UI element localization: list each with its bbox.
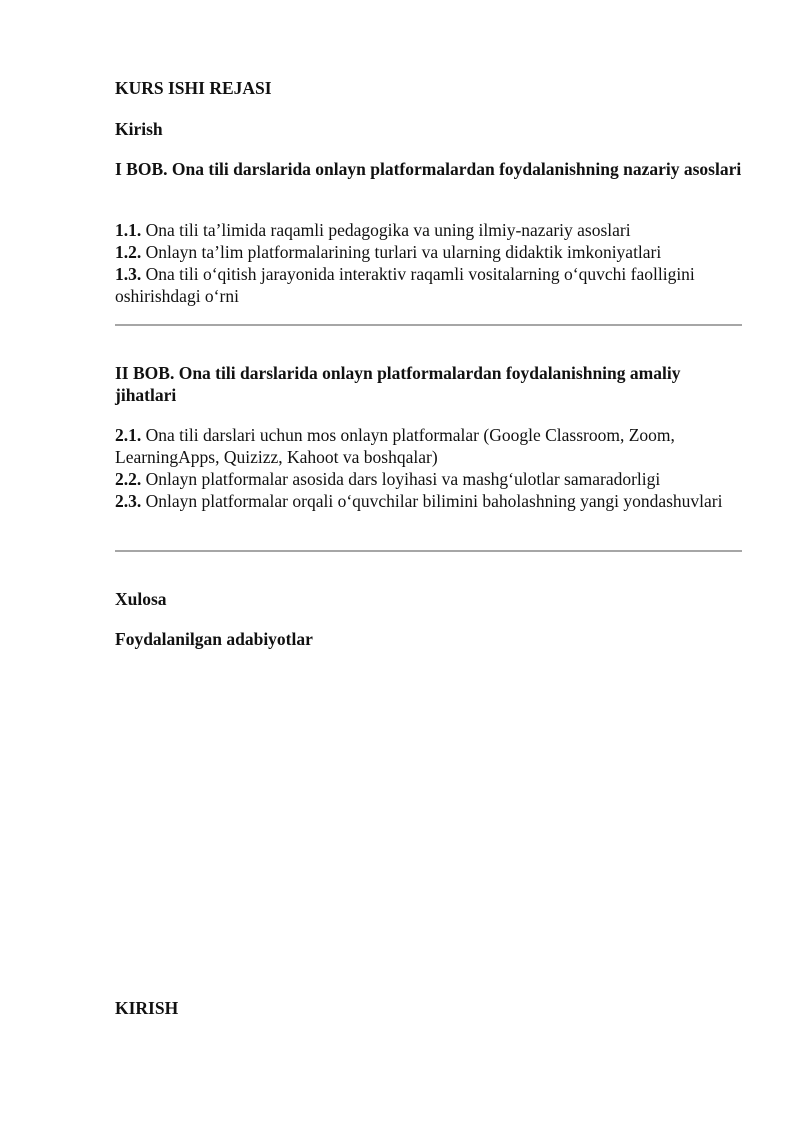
plan-title: KURS ISHI REJASI: [115, 78, 272, 98]
chapter1-items: [115, 219, 745, 307]
item-text: Onlayn platformalar orqali o‘quvchilar bilimini baholashning yangi yondashuvlari: [145, 491, 723, 511]
chapter2-item: [115, 424, 745, 468]
chapter1-item: [115, 241, 745, 263]
item-number: 1.2.: [115, 242, 142, 262]
item-number: 1.3.: [115, 264, 142, 284]
conclusion-heading: Xulosa: [115, 589, 167, 609]
intro-heading: Kirish: [115, 119, 163, 139]
item-number: 2.2.: [115, 469, 142, 489]
item-text: Onlayn platformalar asosida dars loyihasi va mashg‘ulotlar samaradorligi: [145, 469, 661, 489]
item-text: Ona tili ta’limida raqamli pedagogika va uning ilmiy-nazariy asoslari: [145, 220, 631, 240]
divider: [115, 324, 742, 326]
chapter2-item: [115, 490, 745, 512]
chapter2-item: [115, 468, 745, 490]
chapter1-item: [115, 263, 745, 307]
item-text: Ona tili darslari uchun mos onlayn platformalar (Google Classroom, Zoom, LearningApps, Quizizz, Kahoot va boshqalar): [115, 425, 675, 467]
chapter1-title: I BOB. Ona tili darslarida onlayn platformalardan foydalanishning nazariy asoslari: [115, 159, 742, 179]
section-heading: KIRISH: [115, 998, 179, 1018]
item-text: Ona tili o‘qitish jarayonida interaktiv raqamli vositalarning o‘quvchi faolligini oshirishdagi o‘rni: [115, 264, 695, 306]
chapter1-item: [115, 219, 745, 241]
item-number: 2.1.: [115, 425, 142, 445]
divider: [115, 550, 742, 552]
chapter2-title: II BOB. Ona tili darslarida onlayn platformalardan foydalanishning amaliy jihatlari: [115, 363, 681, 405]
item-text: Onlayn ta’lim platformalarining turlari va ularning didaktik imkoniyatlari: [145, 242, 662, 262]
chapter2-items: [115, 424, 745, 512]
item-number: 1.1.: [115, 220, 142, 240]
references-heading: Foydalanilgan adabiyotlar: [115, 629, 313, 649]
item-number: 2.3.: [115, 491, 142, 511]
